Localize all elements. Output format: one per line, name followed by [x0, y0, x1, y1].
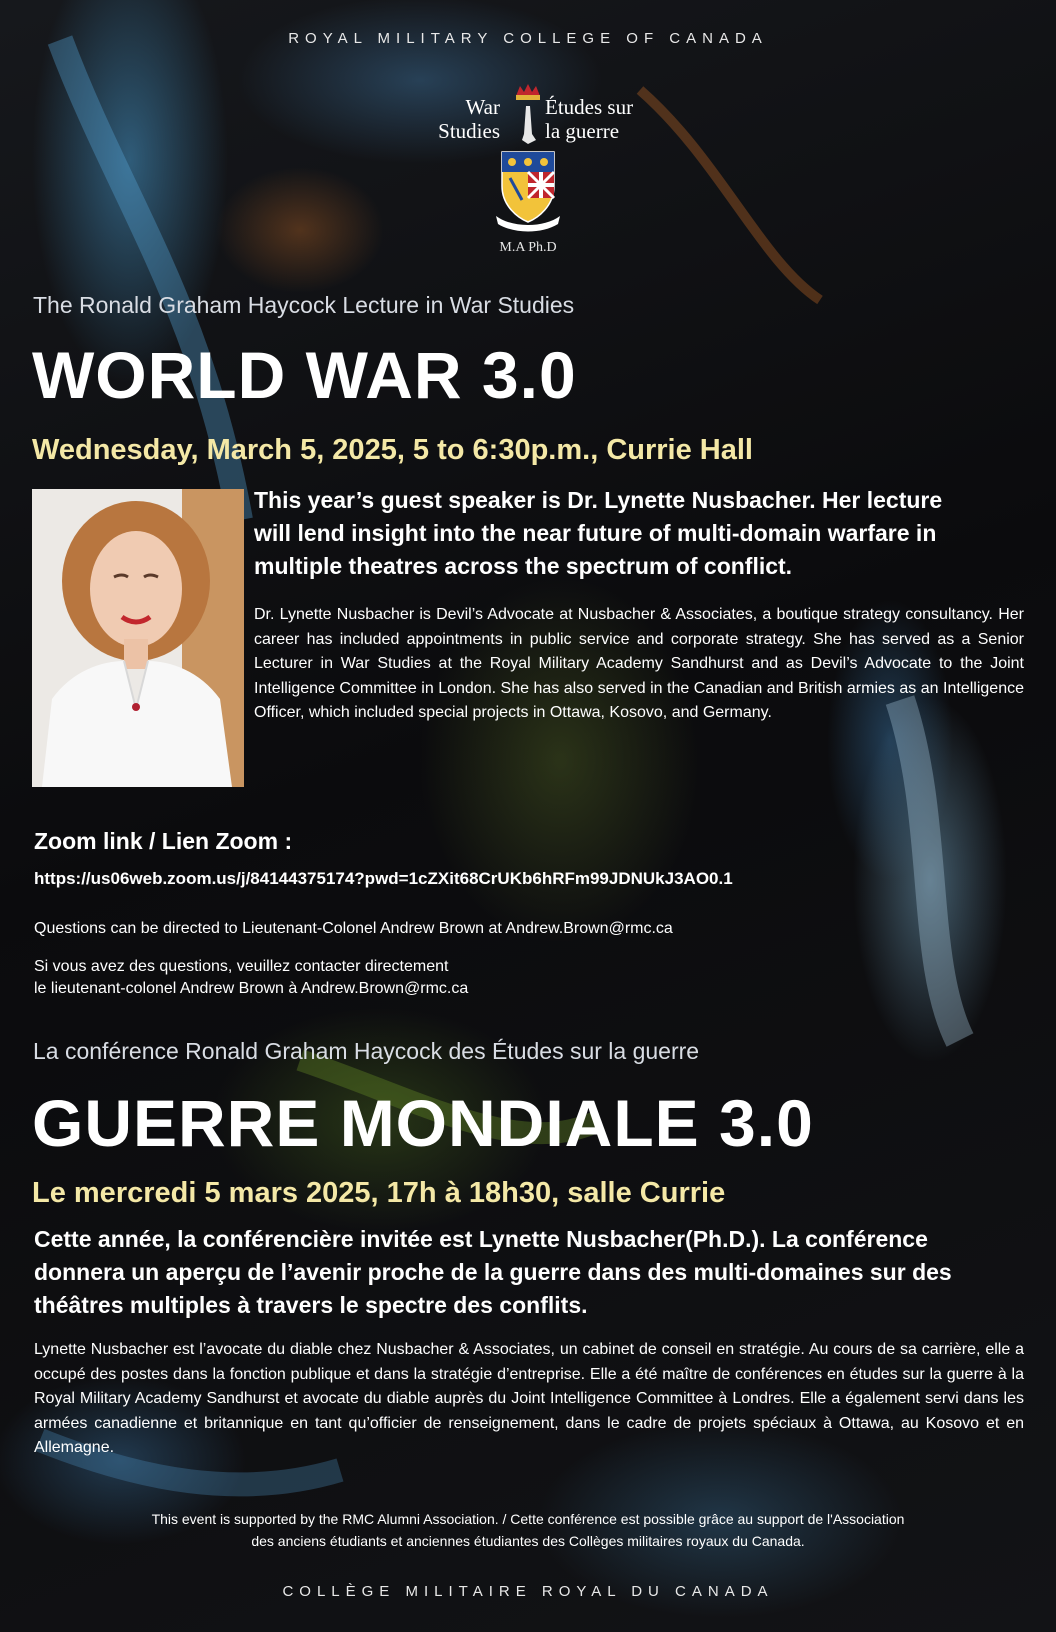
french-date-line: Le mercredi 5 mars 2025, 17h à 18h30, salle Currie [32, 1177, 726, 1209]
english-lead-line-3: multiple theatres across the spectrum of conflict. [254, 553, 793, 579]
top-banner: ROYAL MILITARY COLLEGE OF CANADA [288, 30, 768, 47]
zoom-label: Zoom link / Lien Zoom : [34, 828, 293, 854]
logo-left-line1: War [465, 95, 500, 119]
speaker-photo [32, 489, 244, 787]
english-headline: WORLD WAR 3.0 [32, 338, 577, 412]
crest-icon [488, 82, 568, 242]
contact-french [34, 956, 468, 1000]
english-series-title: The Ronald Graham Haycock Lecture in War Studies [33, 292, 575, 318]
french-bio: Lynette Nusbacher est l’avocate du diable chez Nusbacher & Associates, un cabinet de conseil en stratégie. Au cours de sa carrière, elle a occupé des postes dans la fonction publique et dans la stratégie d’entreprise. Elle a été maître de conférences en études sur la guerre à la Royal Military Academy Sandhurst et avocate du diable auprès du Joint Intelligence Committee à Londres. Elle a également servi dans les armées canadienne et britannique en tant qu’officier de renseignement, dans le cadre de projets spéciaux à Ottawa, au Kosovo et en Allemagne. [34, 1341, 1024, 1456]
logo-degrees: M.A Ph.D [499, 240, 557, 255]
brush-stroke-light-right [900, 700, 960, 1040]
french-lead-line-2: donnera un aperçu de l’avenir proche de la guerre dans des multi-domaines sur des [34, 1259, 952, 1285]
french-lead-line-1: Cette année, la conférencière invitée est Lynette Nusbacher(Ph.D.). La conférence [34, 1226, 928, 1252]
bottom-banner: COLLÈGE MILITAIRE ROYAL DU CANADA [282, 1583, 774, 1600]
french-lead [34, 1223, 1034, 1322]
english-lead-line-1: This year’s guest speaker is Dr. Lynette Nusbacher. Her lecture [254, 487, 943, 513]
support-note [0, 1508, 1056, 1552]
support-note-line-2: des anciens étudiants et anciennes étudiantes des Collèges militaires royaux du Canada. [251, 1533, 805, 1549]
french-lead-line-3: théâtres multiples à travers le spectre des conflits. [34, 1292, 588, 1318]
logo-right-line2: la guerre [545, 119, 620, 143]
english-bio: Dr. Lynette Nusbacher is Devil’s Advocate at Nusbacher & Associates, a boutique strategy consultancy. Her career has included appointments in public service and corporate strategy. She has served as a Senior Lecturer in War Studies at the Royal Military Academy Sandhurst and as Devil’s Advocate to the Joint Intelligence Committee in London. She has also served in the Canadian and British armies as an Intelligence Officer, which included special projects in Ottawa, Kosovo, and Germany. [254, 606, 1024, 721]
english-lead [254, 484, 1034, 583]
contact-french-line-2: le lieutenant-colonel Andrew Brown à Andrew.Brown@rmc.ca [34, 980, 469, 997]
speaker-portrait-icon [32, 489, 244, 787]
english-lead-line-2: will lend insight into the near future of multi-domain warfare in [254, 520, 937, 546]
english-date-line: Wednesday, March 5, 2025, 5 to 6:30p.m., Currie Hall [32, 434, 753, 466]
logo-right-line1: Études sur [545, 95, 634, 119]
zoom-link[interactable]: https://us06web.zoom.us/j/84144375174?pwd=1cZXit68CrUKb6hRFm99JDNUkJ3AO0.1 [34, 869, 733, 888]
french-headline: GUERRE MONDIALE 3.0 [32, 1086, 814, 1160]
contact-english: Questions can be directed to Lieutenant-Colonel Andrew Brown at Andrew.Brown@rmc.ca [34, 920, 673, 937]
logo-left-line2: Studies [438, 119, 500, 143]
support-note-line-1: This event is supported by the RMC Alumni Association. / Cette conférence est possible grâce au support de l'Association [151, 1511, 905, 1527]
french-series-title: La conférence Ronald Graham Haycock des Études sur la guerre [33, 1038, 700, 1064]
contact-french-line-1: Si vous avez des questions, veuillez contacter directement [34, 958, 449, 975]
